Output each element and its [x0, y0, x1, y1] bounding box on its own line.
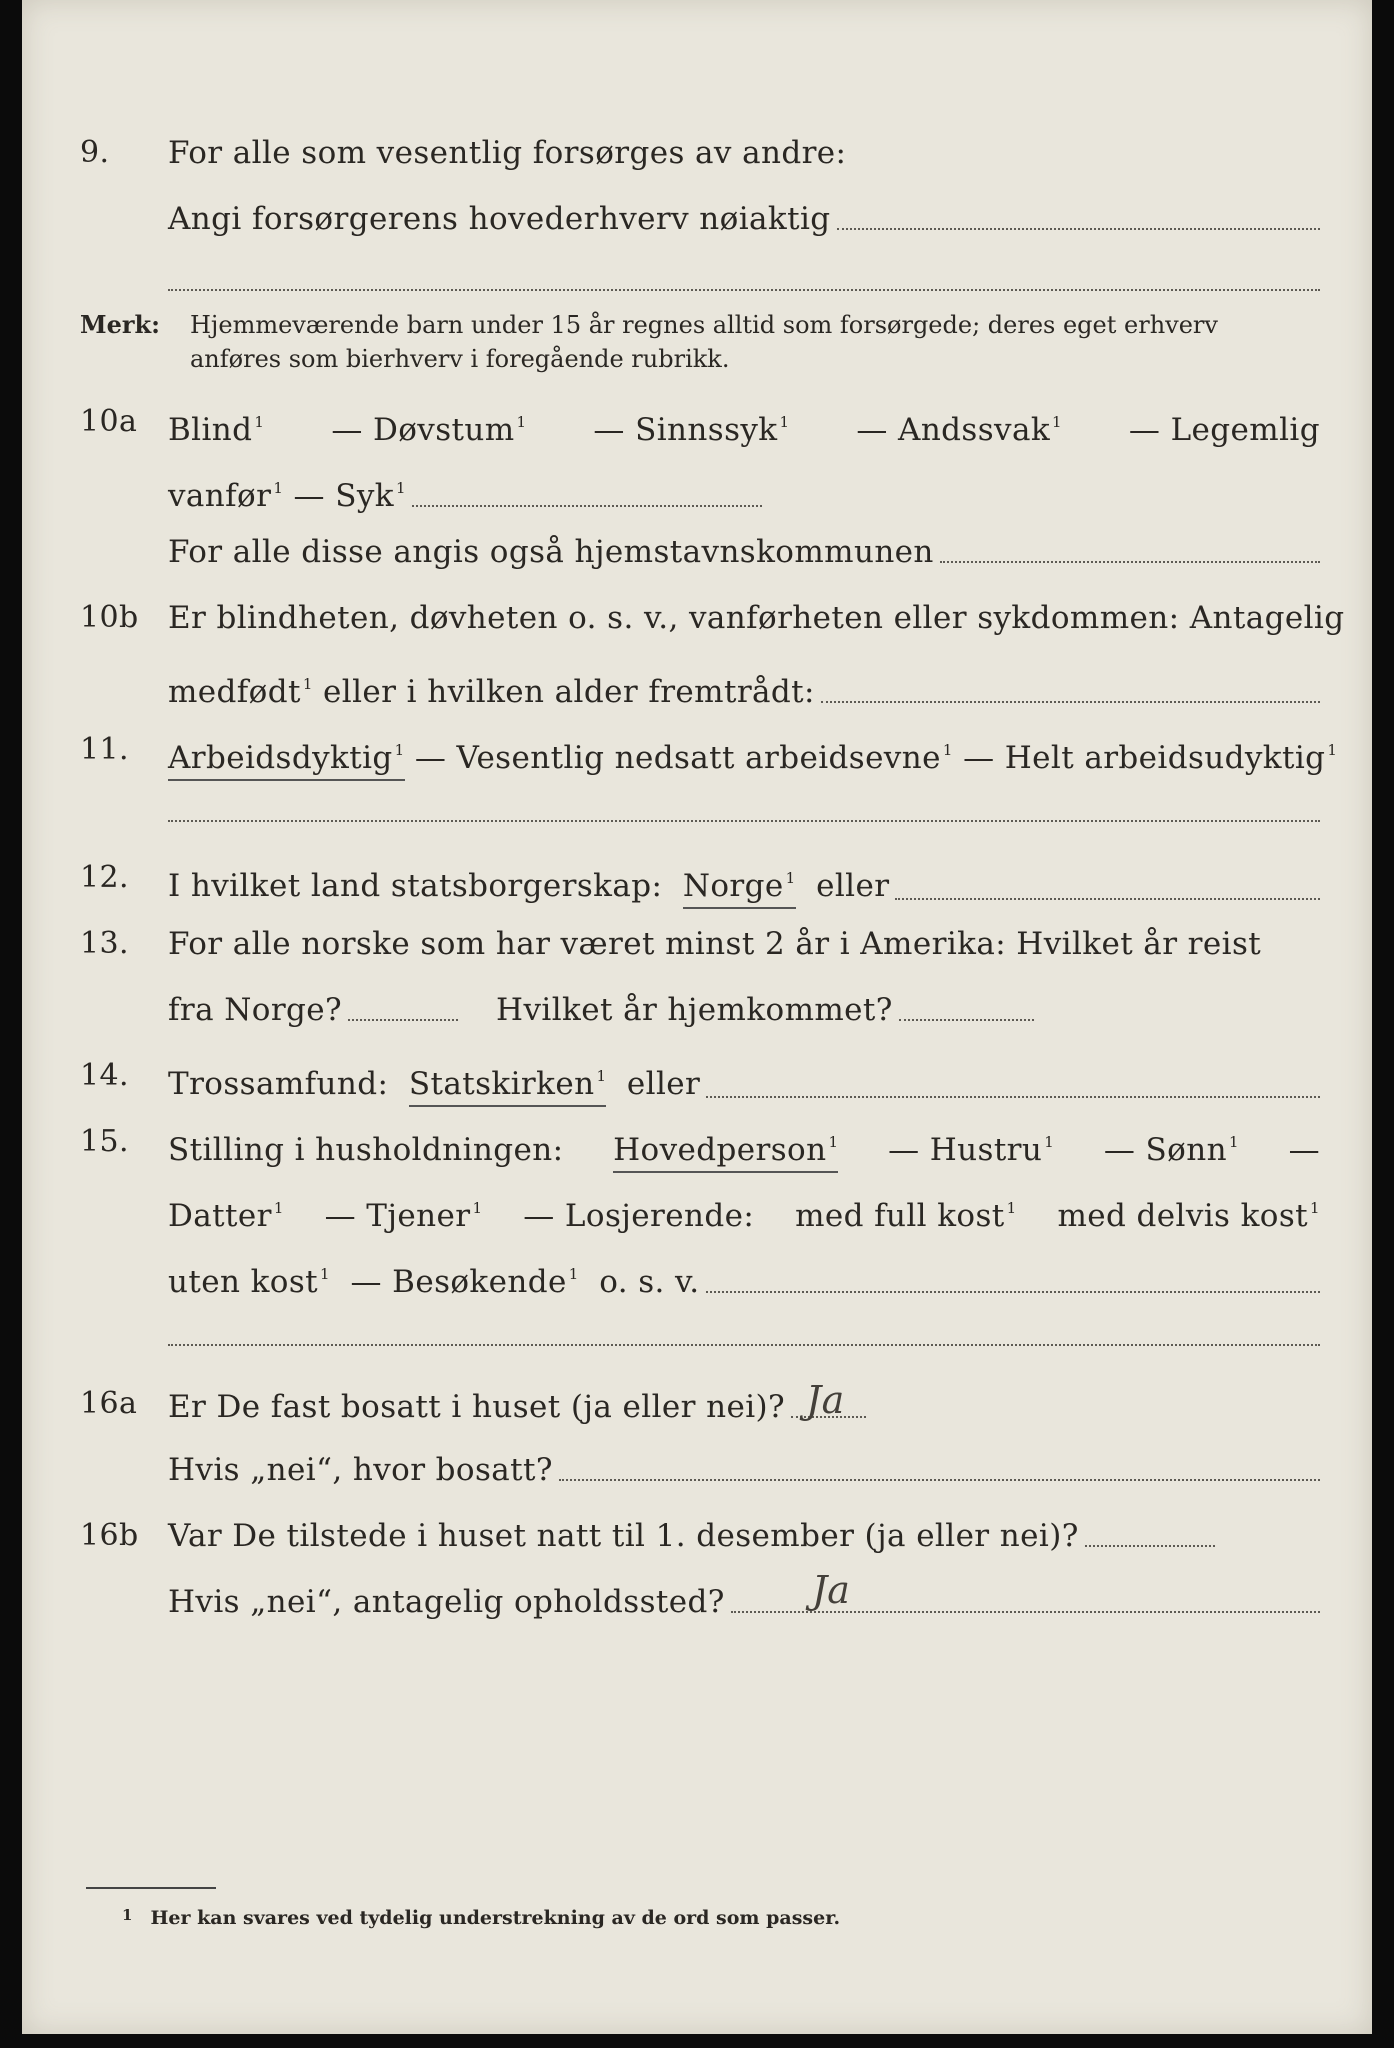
answer-line[interactable] [1085, 1545, 1215, 1547]
footnote [122, 1902, 1320, 1931]
answer-line[interactable] [821, 701, 1320, 703]
q10a-number: 10a [80, 404, 138, 439]
handwritten-answer: Ja [806, 1378, 845, 1422]
q16a-text: Er De fast bosatt i huset (ja eller nei)? [168, 1389, 786, 1425]
q9-line2 [22, 199, 1372, 239]
q15-line3 [22, 1254, 1372, 1300]
q16b-line1 [22, 1516, 1372, 1556]
q10b-line1 [22, 598, 1372, 638]
q16a-bosatt: Hvis „nei“, hvor bosatt? [168, 1452, 553, 1488]
q14-eller: eller [626, 1066, 701, 1102]
answer-line[interactable] [559, 1479, 1320, 1481]
answer-line-full[interactable] [168, 820, 1320, 822]
q13-hjemkommet: Hvilket år hjemkommet? [496, 992, 893, 1028]
merk-line1: Hjemmeværende barn under 15 år regnes alltid som forsørgede; deres eget erhverv [190, 311, 1218, 339]
q10a-line2 [22, 468, 1372, 514]
q9-sub: Angi forsørgerens hovederhverv nøiaktig [168, 201, 831, 237]
answer-line[interactable] [706, 1096, 1320, 1098]
q11-line [22, 730, 1372, 776]
dash: — [1288, 1132, 1320, 1168]
option-full-kost: med full kost $^1$ [795, 1198, 1017, 1234]
option-blind: Blind $^1$ [168, 412, 265, 448]
q10b-line2 [22, 664, 1372, 710]
q11-number: 11. [80, 732, 129, 767]
q10b-alder: eller i hvilken alder fremtrådt: [323, 674, 815, 710]
option-besokende: — Besøkende $^1$ [350, 1264, 579, 1300]
q10b-text: Er blindheten, døvheten o. s. v., vanførheten eller sykdommen: Antagelig [168, 600, 1345, 636]
merk-line2: anføres som bierhverv i foregående rubrikk. [190, 345, 730, 373]
q9-text: For alle som vesentlig forsørges av andre: [168, 135, 847, 171]
q9-line1 [22, 133, 1372, 173]
q12-line [22, 858, 1372, 904]
answer-line[interactable] [940, 561, 1320, 563]
q15-number: 15. [80, 1124, 129, 1159]
option-andssvak: — Andssvak $^1$ [856, 412, 1062, 448]
q14-number: 14. [80, 1058, 129, 1093]
answer-line[interactable] [837, 228, 1320, 230]
q9-number: 9. [80, 135, 110, 170]
q16a-line1 [22, 1378, 1372, 1425]
q12-text: I hvilket land statsborgerskap: [168, 868, 663, 904]
option-hustru: — Hustru $^1$ [888, 1132, 1055, 1168]
q15-line1 [22, 1122, 1372, 1168]
q13-number: 13. [80, 926, 129, 961]
footnote-mark: 1 [122, 1906, 133, 1924]
option-medfodt: medfødt $^1$ [168, 674, 313, 710]
q14-text: Trossamfund: [168, 1066, 389, 1102]
q10b-number: 10b [80, 600, 139, 635]
answer-line[interactable] [899, 1019, 1034, 1021]
q13-line1 [22, 924, 1372, 964]
option-norge-underlined[interactable]: Norge $^1$ [683, 858, 796, 909]
q15-line2 [22, 1188, 1372, 1234]
q10a-line3 [22, 532, 1372, 572]
answer-line[interactable] [706, 1291, 1320, 1293]
q16a-number: 16a [80, 1386, 138, 1421]
q13-text: For alle norske som har været minst 2 år i Amerika: Hvilket år reist [168, 926, 1262, 962]
q16a-line2 [22, 1450, 1372, 1490]
q12-number: 12. [80, 860, 129, 895]
option-udyktig: — Helt arbeidsudyktig $^1$ [963, 740, 1338, 776]
option-dovstum: — Døvstum $^1$ [331, 412, 527, 448]
footnote-text: Her kan svares ved tydelig understrekning av de ord som passer. [150, 1907, 841, 1929]
option-statskirken-underlined[interactable]: Statskirken $^1$ [409, 1056, 607, 1107]
q13-line2 [22, 990, 1372, 1030]
q12-eller: eller [816, 868, 890, 904]
option-uten-kost: uten kost $^1$ [168, 1264, 330, 1300]
census-form-page [22, 0, 1372, 2034]
q10a-line1 [22, 402, 1372, 448]
option-sinnssyk: — Sinnssyk $^1$ [593, 412, 790, 448]
option-datter: Datter $^1$ [168, 1198, 284, 1234]
q16b-line2 [22, 1582, 1372, 1622]
q15-text: Stilling i husholdningen: [168, 1132, 564, 1168]
option-losjerende: — Losjerende: [523, 1198, 755, 1234]
option-vanfor: vanfør $^1$ [168, 478, 284, 514]
option-arbeidsdyktig-underlined[interactable]: Arbeidsdyktig $^1$ [168, 730, 405, 781]
q16b-number: 16b [80, 1518, 139, 1553]
merk-label: Merk: [80, 310, 160, 339]
option-legemlig: — Legemlig [1128, 412, 1320, 448]
option-syk: — Syk $^1$ [293, 478, 406, 514]
answer-line[interactable] [895, 898, 1320, 900]
q15-osv: o. s. v. [599, 1264, 700, 1300]
handwritten-answer: Ja [812, 1568, 850, 1612]
q13-reist: fra Norge? [168, 992, 343, 1028]
answer-line-full[interactable] [168, 289, 1320, 291]
answer-line-full[interactable] [168, 1344, 1320, 1346]
option-sonn: — Sønn $^1$ [1103, 1132, 1239, 1168]
q10a-hjemstavn: For alle disse angis også hjemstavnskommunen [168, 534, 934, 570]
option-nedsatt: — Vesentlig nedsatt arbeidsevne $^1$ [414, 740, 953, 776]
q16b-opholdssted: Hvis „nei“, antagelig opholdssted? [168, 1584, 725, 1620]
answer-line[interactable] [348, 1019, 458, 1021]
answer-line[interactable] [412, 505, 762, 507]
q14-line [22, 1056, 1372, 1102]
option-delvis-kost: med delvis kost $^1$ [1057, 1198, 1320, 1234]
footnote-rule [86, 1887, 216, 1889]
q16b-text: Var De tilstede i huset natt til 1. desember (ja eller nei)? [168, 1518, 1079, 1554]
option-tjener: — Tjener $^1$ [324, 1198, 483, 1234]
option-hovedperson-underlined[interactable]: Hovedperson $^1$ [613, 1122, 838, 1173]
